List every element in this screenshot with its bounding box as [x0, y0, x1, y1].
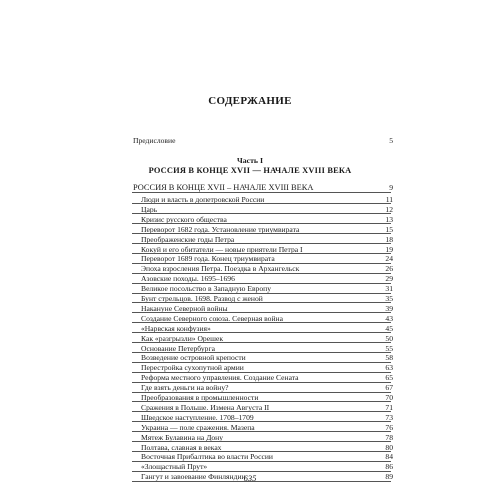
entry-title: Предисловие	[133, 136, 176, 145]
entry-title: Полтава, славная в веках	[141, 442, 222, 452]
entry-title: «Нарвская конфузия»	[141, 323, 211, 333]
entry-page: 39	[385, 303, 393, 313]
page-title: СОДЕРЖАНИЕ	[208, 95, 292, 107]
entry-page: 63	[385, 363, 393, 373]
entry-page: 84	[385, 452, 393, 462]
entry-title: Возведение островной крепости	[141, 353, 246, 363]
entry-title: Накануне Северной войны	[141, 303, 228, 313]
entry-page: 71	[385, 402, 393, 412]
entry-title: Кризис русского общества	[141, 214, 227, 224]
entry-page: 15	[385, 224, 393, 234]
entry-title: Преобразования в промышленности	[141, 393, 259, 402]
entry-page: 13	[385, 214, 393, 224]
entry-title: Украина — поле сражения. Мазепа	[141, 422, 255, 432]
page-number: 635	[243, 473, 257, 483]
entry-title: Великое посольство в Западную Европу	[141, 284, 272, 294]
entry-title: Создание Северного союза. Северная война	[141, 313, 283, 323]
entry-page: 89	[385, 472, 393, 482]
entry-title: Эпоха взросления Петра. Поездка в Архангельск	[141, 264, 300, 274]
part-label: Часть I	[236, 156, 264, 165]
section-title: РОССИЯ В КОНЦЕ XVII – НАЧАЛЕ XVIII ВЕКА	[133, 183, 314, 192]
entry-page: 67	[385, 383, 393, 393]
entry-title: Гангут и завоевание Финляндии	[141, 472, 246, 482]
entry-page: 24	[385, 254, 393, 264]
entry-title: Основание Петербурга	[141, 343, 215, 353]
entry-title: «Злощастный Прут»	[141, 462, 208, 472]
entry-title: Мятеж Булавина на Дону	[141, 432, 224, 442]
entry-page: 78	[385, 432, 393, 442]
entry-page: 76	[385, 422, 393, 432]
entry-page: 70	[385, 393, 393, 402]
section-rule	[132, 192, 391, 193]
entry-page: 19	[385, 244, 393, 254]
entry-page: 35	[385, 294, 393, 303]
entry-page: 58	[385, 353, 393, 363]
entry-page: 55	[385, 343, 393, 353]
entry-title: Где взять деньги на войну?	[141, 383, 229, 393]
entry-title: Кокуй и его обитатели — новые приятели Петра I	[141, 244, 303, 254]
entry-page: 50	[385, 333, 393, 343]
entry-page: 18	[385, 234, 393, 244]
entry-title: Азовские походы. 1695–1696	[141, 274, 235, 284]
entry-title: Переворот 1682 года. Установление триумвирата	[141, 224, 300, 234]
entry-title: Перестройка сухопутной армии	[141, 363, 244, 373]
entry-page: 73	[385, 412, 393, 422]
entry-page: 86	[385, 462, 393, 472]
entry-page: 65	[385, 373, 393, 383]
entry-page: 43	[385, 313, 393, 323]
entry-title: Как «разгрызли» Орешек	[141, 333, 224, 343]
entry-title: Шведское наступление. 1708–1709	[141, 412, 254, 422]
entry-page: 26	[385, 264, 393, 274]
entry-page: 80	[385, 442, 393, 452]
toc-entry-preface	[0, 135, 500, 146]
entry-title: Переворот 1689 года. Конец триумвирата	[141, 254, 275, 264]
entry-page: 45	[385, 323, 393, 333]
entry-title: Люди и власть в допетровской России	[141, 195, 265, 204]
entry-title: Восточная Прибалтика во власти России	[141, 452, 273, 462]
entry-page: 5	[389, 136, 393, 145]
entry-title: Реформа местного управления. Создание Сената	[141, 373, 299, 383]
part-title: РОССИЯ В КОНЦЕ XVII — НАЧАЛЕ XVIII ВЕКА	[148, 166, 352, 175]
entry-page: 11	[385, 195, 393, 204]
section-page: 9	[389, 183, 393, 192]
entry-page: 31	[385, 284, 393, 294]
entry-page: 12	[385, 204, 393, 214]
entry-title: Сражения в Польше. Измена Августа II	[141, 402, 270, 412]
entry-title: Бунт стрельцов. 1698. Развод с женой	[141, 294, 263, 303]
entry-title: Царь	[141, 204, 158, 214]
entry-page: 29	[385, 274, 393, 284]
entry-title: Преображенские годы Петра	[141, 234, 235, 244]
